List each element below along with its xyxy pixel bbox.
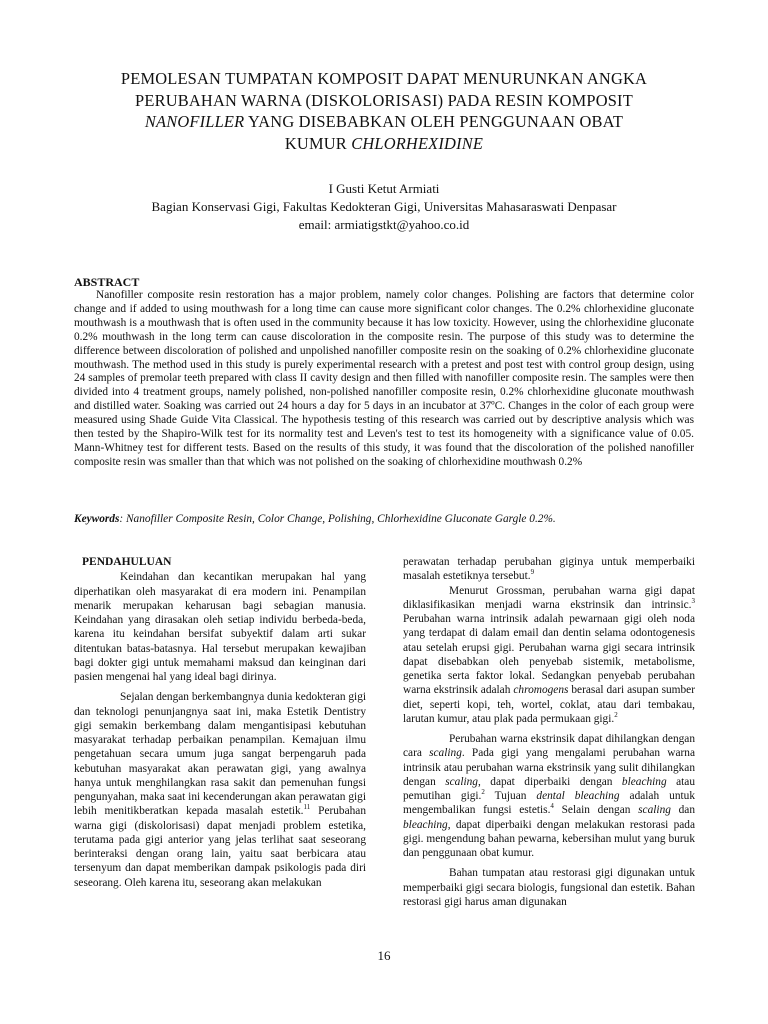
paragraph: Perubahan warna ekstrinsik dapat dihilangkan dengan cara scaling. Pada gigi yang mengalami perubahan warna intrinsik atau perubahan warna ekstrinsik yang sulit dihilangkan dengan scaling, dapat diperbaiki dengan bleaching atau pemutihan gigi.$^2$ Tujuan dental bleaching adalah untuk mengembalikan fungsi estetis.$^4$ Selain dengan scaling dan bleaching, dapat diperbaiki dengan melakukan restorasi pada gigi. mengendung bahan pewarna, kebersihan mulut yang buruk dan penggunaan obat kumur. <box>403 733 696 859</box>
citation: 3 <box>691 596 695 605</box>
left-column <box>74 555 366 890</box>
title-italic-term: NANOFILLER <box>144 112 245 131</box>
paragraph: Keindahan dan kecantikan merupakan hal yang diperhatikan oleh masyarakat di era modern ini. Penampilan menarik merupakan keharusan bagi sebagian manusia. Keindahan yang dirasakan oleh setiap individu berbeda-beda, karena itu keindahan bersifat subyektif dalam arti sukar ditentukan batas-batasnya. Hal tersebut merupakan kewajiban bagi dokter gigi untuk memahami maksud dan keinginan dari pasien mengenai hal yang ideal bagi dirinya. <box>74 571 366 683</box>
citation: 4 <box>550 802 554 811</box>
author-name: I Gusti Ketut Armiati <box>328 181 440 196</box>
author-block <box>60 180 708 234</box>
section-heading-pendahuluan: PENDAHULUAN <box>82 556 172 568</box>
citation: 11 <box>303 803 311 812</box>
citation: 9 <box>530 568 535 577</box>
keywords-text: : Nanofiller Composite Resin, Color Change, Polishing, Chlorhexidine Gluconate Gargle 0.2%. <box>119 513 556 525</box>
right-column <box>403 555 695 909</box>
citation: 2 <box>614 710 618 719</box>
paper-title <box>60 68 708 154</box>
abstract-text: Nanofiller composite resin restoration has a major problem, namely color changes. Polishing are factors that determine color change and if added to using mouthwash for a long time can cause more significant color changes. The 0.2% chlorhexidine gluconate mouthwash is a mouthwash that is often used in the community because it has low toxicity. However, using the chlorhexidine gluconate 0.2% mouthwash in the long term can cause discoloration in the composite resin. The purpose of this study was to determine the difference between discoloration of polished and unpolished nanofiller composite resin on the soaking of 0.2% chlorhexidine gluconate mouthwash. The method used in this study is purely experimental research with a pretest and post test with control group design, using 24 samples of premolar teeth prepared with class II cavity design and then filled with nanofiller composite resin. The samples were then divided into 4 treatment groups, namely polished, non-polished nanofiller composite resin, 0.2% chlorhexidine gluconate mouthwash and distilled water. Soaking was carried out 24 hours a day for 5 days in an incubator at 37ºC. Changes in the color of each group were measured using Shade Guide Vita Classical. The hypothesis testing of this research was carried out by descriptive analysis which was then tested by the Shapiro-Wilk test for its normality test and Leven's test to test its homogeneity with a significance value of 0.05. Mann-Whitney test for different tests. Based on the results of this study, it was found that the discoloration of the polished nanofiller composite resin was smaller than that which was not polished on the soaking of chlorhexidine mouthwash 0.2% <box>74 289 694 468</box>
paragraph: Bahan tumpatan atau restorasi gigi digunakan untuk memperbaiki gigi secara biologis, fungsional dan estetik. Bahan restorasi gigi harus aman digunakan <box>403 867 695 908</box>
title-line-4: KUMUR CHLORHEXIDINE <box>284 133 484 153</box>
keywords-line <box>74 512 694 526</box>
title-line-1: PEMOLESAN TUMPATAN KOMPOSIT DAPAT MENURUNKAN ANGKA <box>120 69 648 88</box>
title-line-2: PERUBAHAN WARNA (DISKOLORISASI) PADA RESIN KOMPOSIT <box>135 90 633 110</box>
paragraph: Sejalan dengan berkembangnya dunia kedokteran gigi dan teknologi penunjangnya saat ini, maka Estetik Dentistry gigi semakin berkembang dalam mengantisipasi kebutuhan masyarakat terhadap perbaikan penampilan. Kemajuan ilmu pengetahuan secara umum juga sangat berpengaruh pada kebutuhan masyarakat akan perawatan gigi, yang awalnya hanya untuk menghilangkan rasa sakit dan pemenuhan fungsi pengunyahan, maka saat ini kecenderungan akan perawatan gigi lebih menitikberatkan kepada masalah estetik.$^{11}$ Perubahan warna gigi (diskolorisasi) dapat menjadi problem estetika, terutama pada gigi anterior yang jelas terlihat saat seseorang berinteraksi dengan orang lain, yaitu saat berbicara atau tersenyum dan dapat memberikan dampak psikologis pada diri seseorang. Oleh karena itu, seseorang akan melakukan <box>74 691 367 889</box>
citation: 2 <box>481 788 485 797</box>
title-line-3: NANOFILLER YANG DISEBABKAN OLEH PENGGUNAAN OBAT <box>144 112 624 131</box>
author-email: email: armiatigstkt@yahoo.co.id <box>298 217 470 232</box>
abstract-heading: ABSTRACT <box>74 275 140 289</box>
paragraph: perawatan terhadap perubahan giginya untuk memperbaiki masalah estetiknya tersebut.$^9$ <box>403 556 695 583</box>
paragraph: Menurut Grossman, perubahan warna gigi dapat diklasifikasikan menjadi warna ekstrinsik dan intrinsic.$^3$ Perubahan warna intrinsik adalah pewarnaan gigi oleh noda yang terdapat di dalam email dan dentin selama odontogenesis atau setelah erupsi gigi. Perubahan warna gigi secara intrinsik dapat disebabkan oleh penyebab sistemik, metabolisme, genetika serta faktor lokal. Sedangkan penyebab perubahan warna ekstrinsik adalah chromogens berasal dari asupan sumber diet, seperti kopi, teh, wortel, coklat, atau dari tembakau, larutan kumur, atau plak pada permukaan gigi.$^2$ <box>403 584 695 725</box>
page-number: 16 <box>377 948 391 963</box>
author-affiliation: Bagian Konservasi Gigi, Fakultas Kedokteran Gigi, Universitas Mahasaraswati Denpasar <box>151 199 617 214</box>
title-italic-term-2: CHLORHEXIDINE <box>351 133 484 153</box>
keywords-label: Keywords <box>74 513 120 525</box>
